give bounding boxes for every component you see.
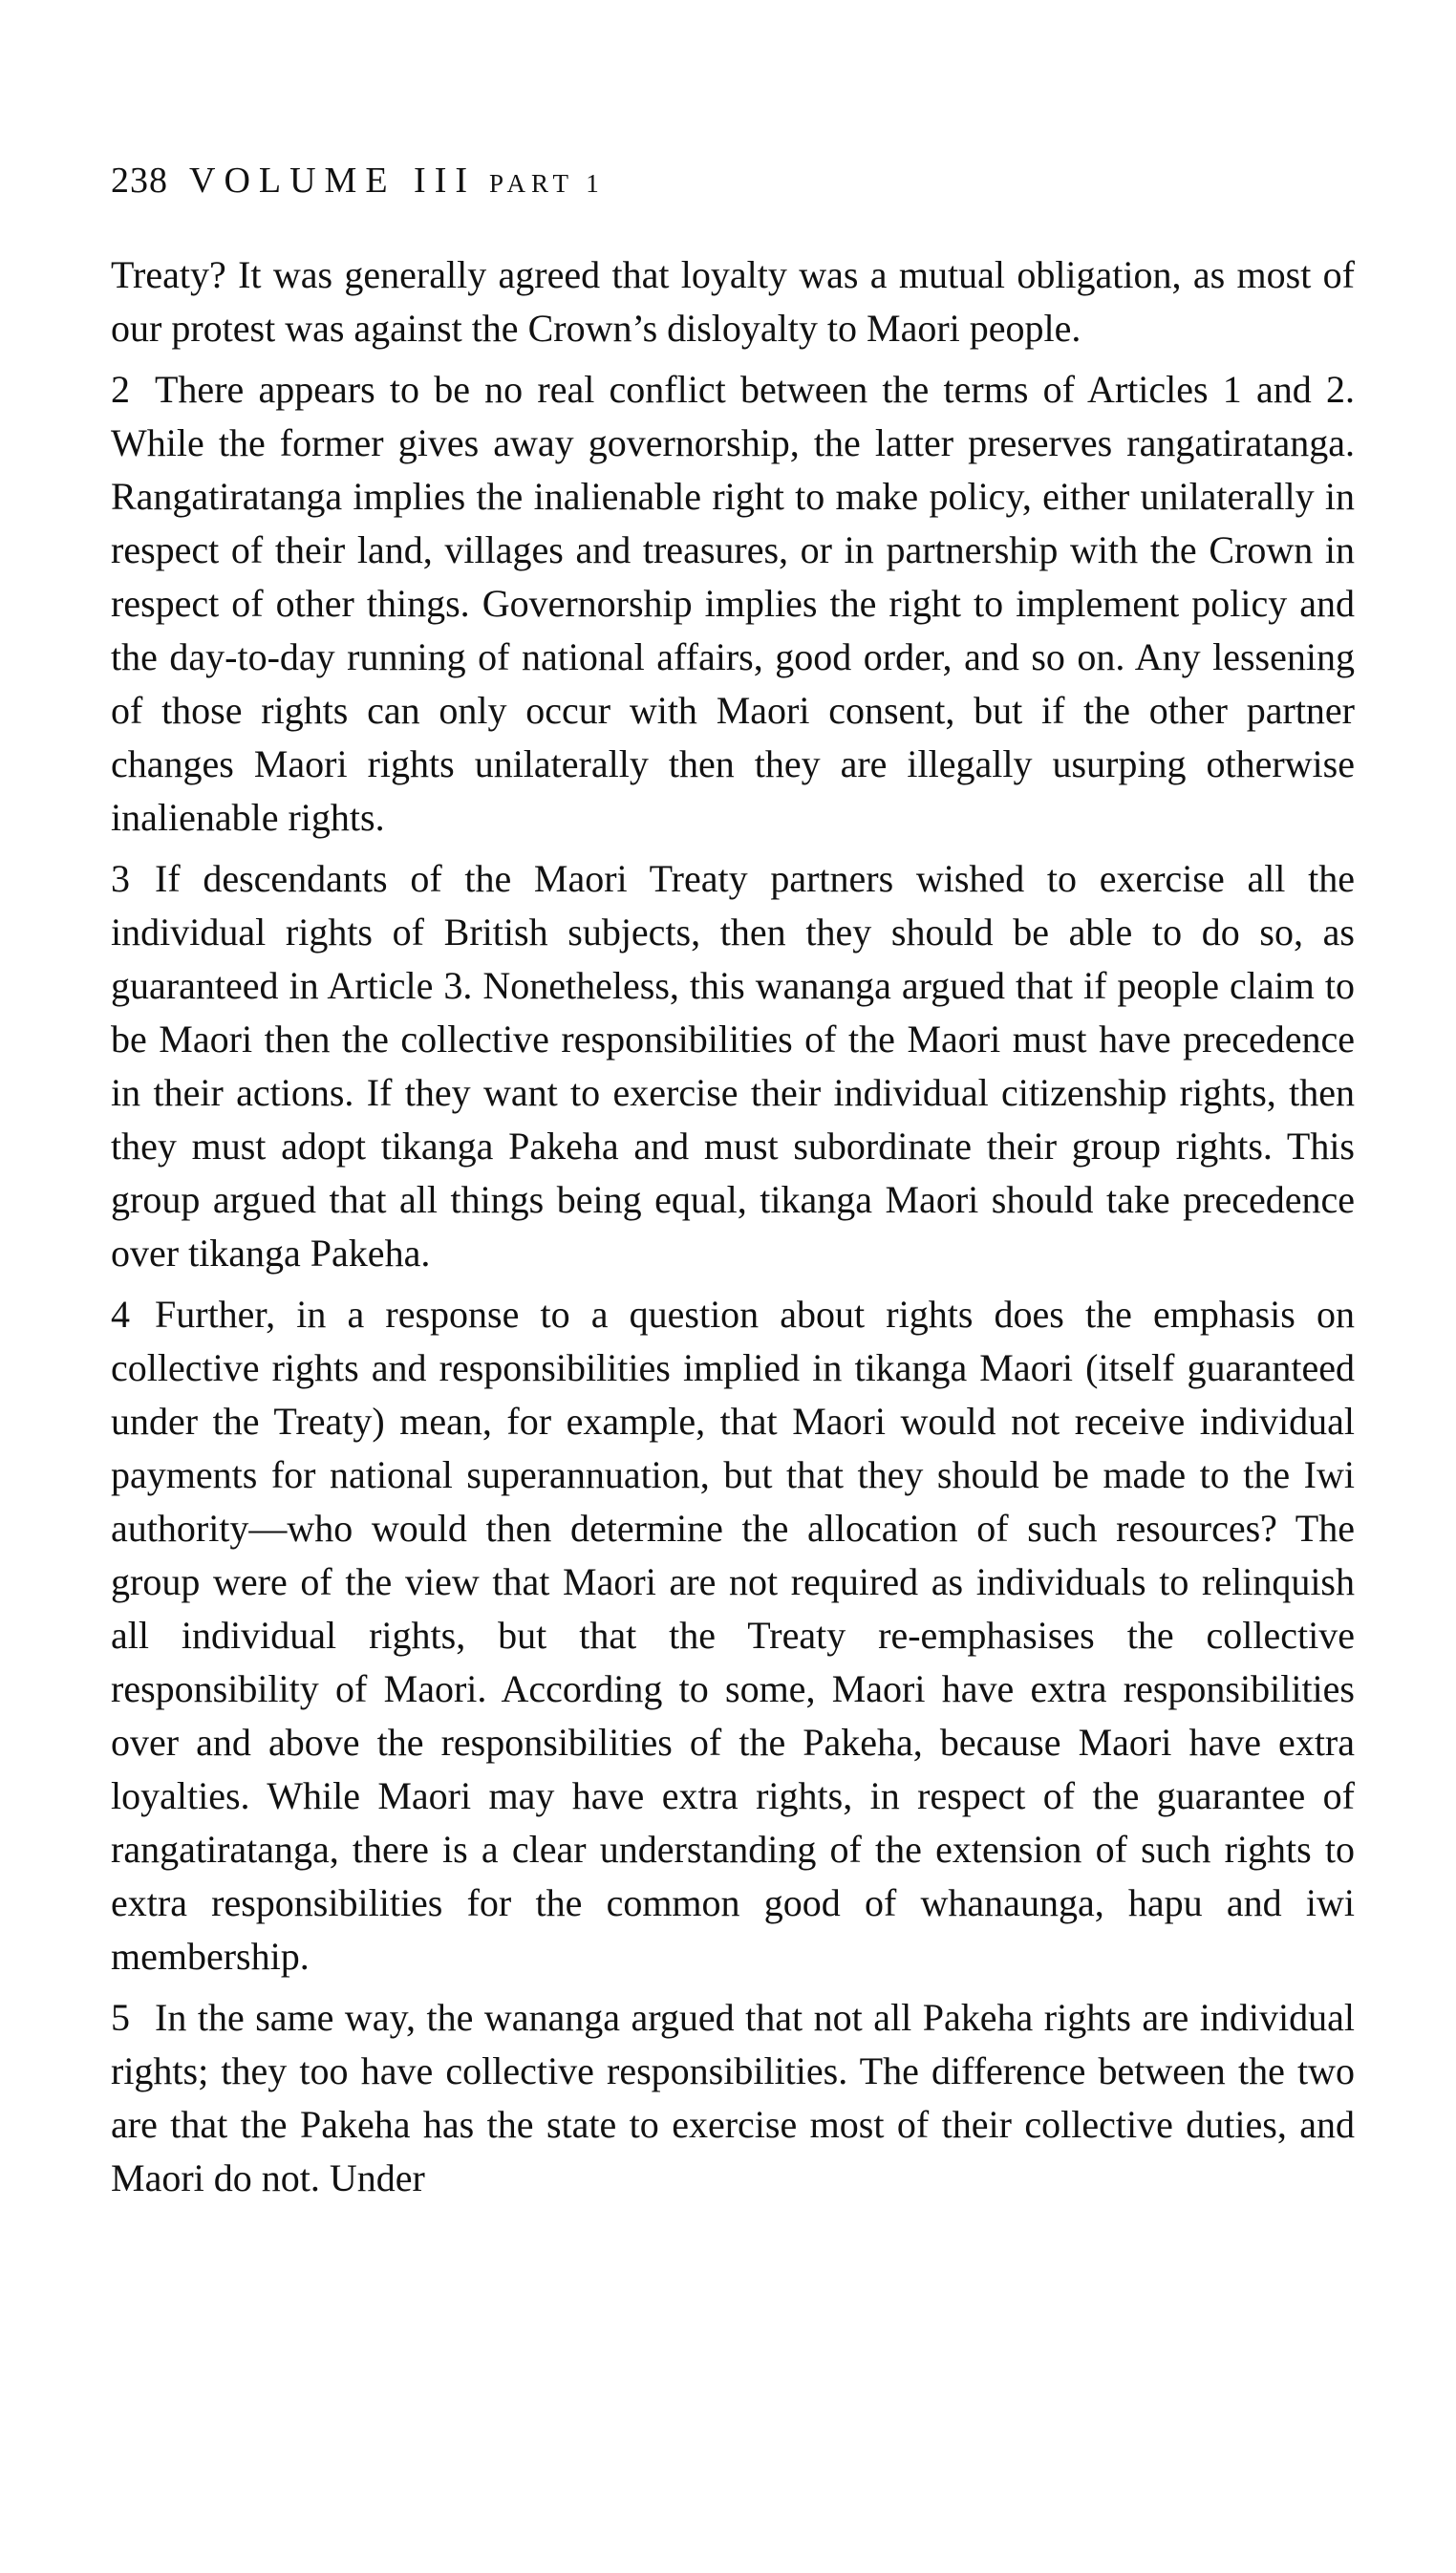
- paragraph-text: Treaty? It was generally agreed that loyalty was a mutual obligation, as most of our protest was against the Crown’s disloyalty to Maori people.: [111, 253, 1355, 350]
- paragraph-5: [111, 1991, 1355, 2205]
- paragraph-text: There appears to be no real conflict between the terms of Articles 1 and 2. While the former gives away governorship, the latter preserves rangatiratanga. Rangatiratanga implies the inalienable right to make policy, either unilaterally in respect of their land, villages and treasures, or in partnership with the Crown in respect of other things. Governorship implies the right to implement policy and the day-to-day running of national affairs, good order, and so on. Any lessening of those rights can only occur with Maori consent, but if the other partner changes Maori rights unilaterally then they are illegally usurping otherwise inalienable rights.: [111, 368, 1355, 839]
- part-label: PART 1: [489, 169, 605, 198]
- paragraph-text: In the same way, the wananga argued that not all Pakeha rights are individual rights; they too have collective responsibilities. The difference between the two are that the Pakeha has the state to exercise most of their collective duties, and Maori do not. Under: [111, 1996, 1355, 2199]
- paragraph-number: 4: [111, 1293, 130, 1336]
- paragraph-4: [111, 1288, 1355, 1983]
- paragraph-number: 5: [111, 1996, 130, 2039]
- page-number: 238: [111, 161, 168, 201]
- paragraph-3: [111, 852, 1355, 1280]
- paragraph-2: [111, 363, 1355, 845]
- paragraph-text: Further, in a response to a question about rights does the emphasis on collective rights and responsibilities implied in tikanga Maori (itself guaranteed under the Treaty) mean, for example, that Maori would not receive individual payments for national superannuation, but that they should be made to the Iwi authority—who would then determine the allocation of such resources? The group were of the view that Maori are not required as individuals to relinquish all individual rights, but that the Treaty re-emphasises the collective responsibility of Maori. According to some, Maori have extra responsibilities over and above the responsibilities of the Pakeha, because Maori have extra loyalties. While Maori may have extra rights, in respect of the guarantee of rangatiratanga, there is a clear understanding of the extension of such rights to extra responsibilities for the common good of whanaunga, hapu and iwi membership.: [111, 1293, 1355, 1978]
- volume-label: VOLUME III: [189, 161, 477, 201]
- paragraph-text: If descendants of the Maori Treaty partners wished to exercise all the individual rights of British subjects, then they should be able to do so, as guaranteed in Article 3. Nonetheless, this wananga argued that if people claim to be Maori then the collective responsibilities of the Maori must have precedence in their actions. If they want to exercise their individual citizenship rights, then they must adopt tikanga Pakeha and must subordinate their group rights. This group argued that all things being equal, tikanga Maori should take precedence over tikanga Pakeha.: [111, 857, 1355, 1275]
- paragraph-number: 2: [111, 368, 130, 411]
- paragraph-continuation: [111, 248, 1355, 355]
- book-page: [111, 162, 1355, 2213]
- running-head: [111, 162, 1355, 199]
- paragraph-number: 3: [111, 857, 130, 900]
